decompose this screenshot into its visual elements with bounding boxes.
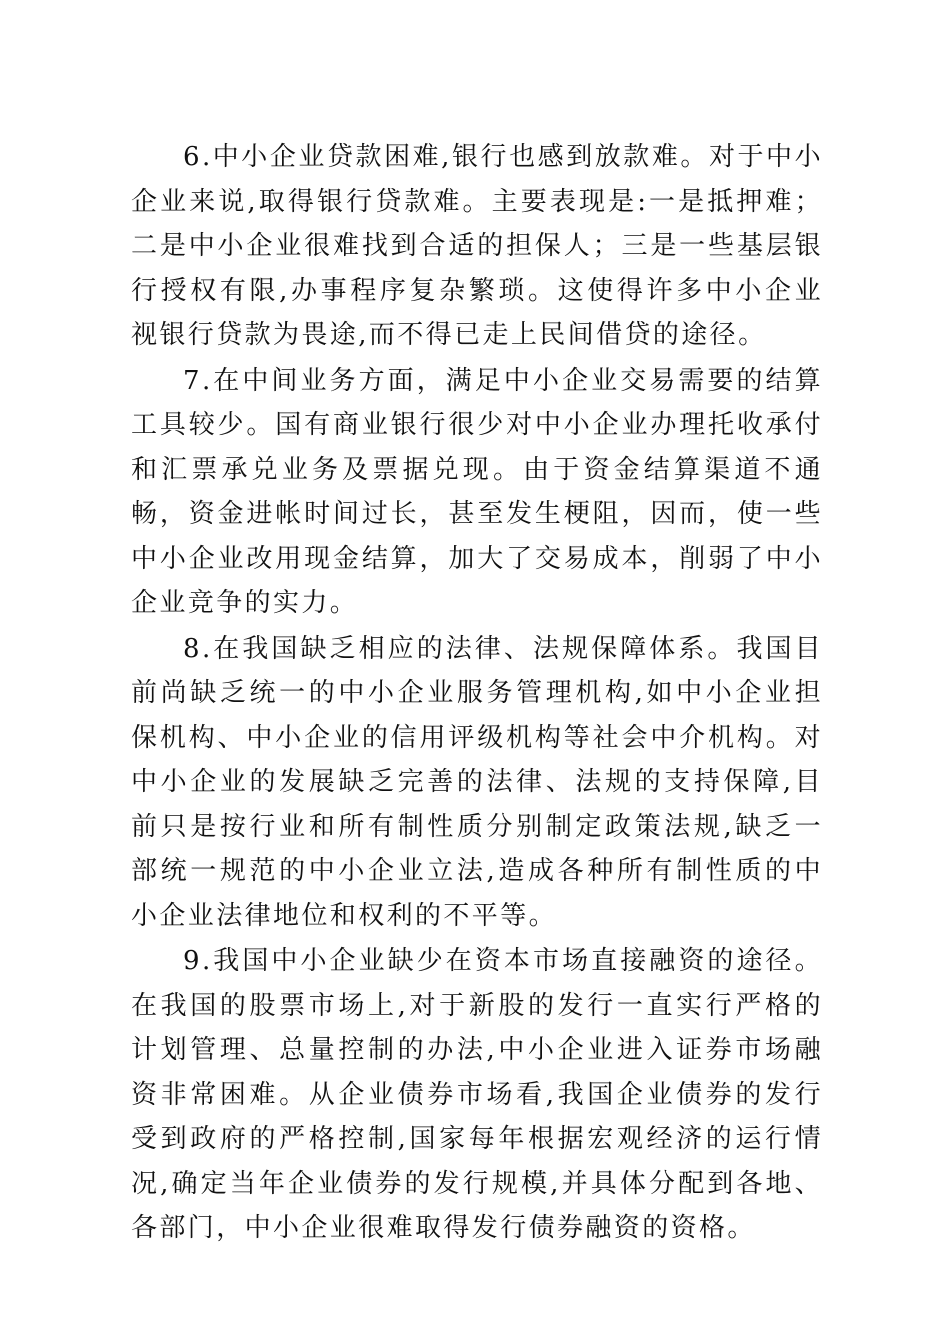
paragraph-7: 7.在中间业务方面，满足中小企业交易需要的结算工具较少。国有商业银行很少对中小企业办理托收承付和汇票承兑业务及票据兑现。由于资金结算渠道不通畅，资金进帐时间过长，甚至发生梗阻，因而，使一些中小企业改用现金结算，加大了交易成本，削弱了中小企业竞争的实力。 <box>131 365 823 618</box>
paragraph-8: 8.在我国缺乏相应的法律、法规保障体系。我国目前尚缺乏统一的中小企业服务管理机构,如中小企业担保机构、中小企业的信用评级机构等社会中介机构。对中小企业的发展缺乏完善的法律、法规的支持保障,目前只是按行业和所有制性质分别制定政策法规,缺乏一部统一规范的中小企业立法,造成各种所有制性质的中小企业法律地位和权利的不平等。 <box>131 633 823 931</box>
paragraph-6: 6.中小企业贷款困难,银行也感到放款难。对于中小企业来说,取得银行贷款难。主要表现是:一是抵押难；二是中小企业很难找到合适的担保人；三是一些基层银行授权有限,办事程序复杂繁琐。这使得许多中小企业视银行贷款为畏途,而不得已走上民间借贷的途径。 <box>131 142 823 350</box>
document-body <box>131 135 823 1251</box>
paragraph-9: 9.我国中小企业缺少在资本市场直接融资的途径。在我国的股票市场上,对于新股的发行一直实行严格的计划管理、总量控制的办法,中小企业进入证券市场融资非常困难。从企业债券市场看,我国企业债券的发行受到政府的严格控制,国家每年根据宏观经济的运行情况,确定当年企业债券的发行规模,并具体分配到各地、各部门，中小企业很难取得发行债券融资的资格。 <box>131 946 823 1243</box>
